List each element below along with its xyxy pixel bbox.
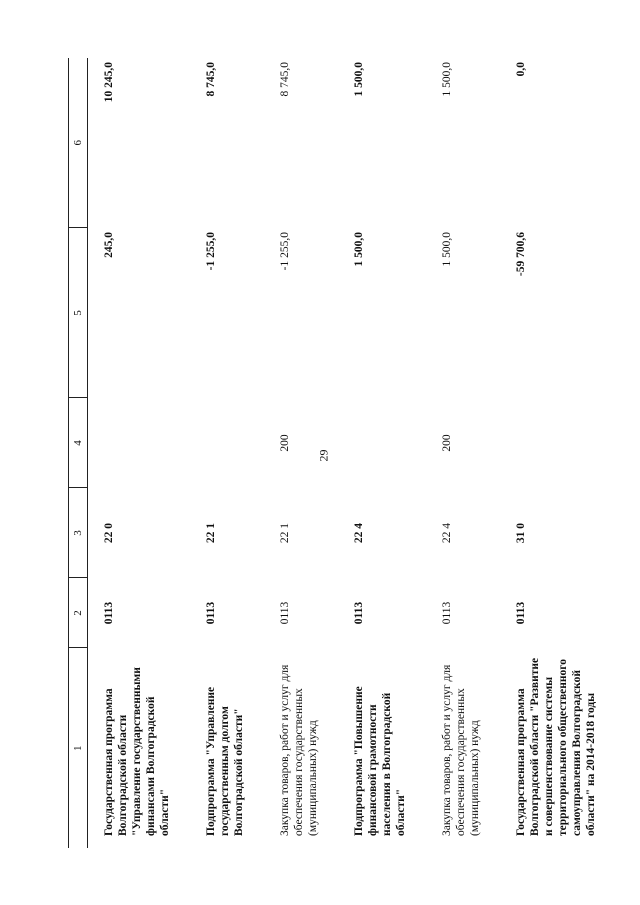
row-expense-type (338, 398, 426, 488)
table-row (338, 58, 426, 848)
row-program-code: 22 4 (353, 522, 365, 544)
row-total-amount: 1 500,0 (441, 62, 453, 97)
row-description: Подпрограмма "Управление государственным долгом Волгоградской области" (205, 686, 245, 836)
header-col-6: 6 (69, 58, 88, 228)
row-expense-type (88, 398, 191, 488)
row-total-amount: 1 500,0 (353, 62, 365, 97)
row-total-amount: 0,0 (515, 62, 527, 77)
row-program-code: 31 0 (515, 522, 527, 544)
header-col-2: 2 (69, 578, 88, 648)
table-row (264, 58, 338, 848)
row-description: Подпрограмма "Повышение финансовой грамотности населения в Волгоградской области" (353, 686, 407, 836)
row-total-amount: 10 245,0 (103, 62, 115, 103)
rotated-page (0, 55, 597, 905)
table-body (88, 58, 617, 848)
row-description: Закупка товаров, работ и услуг для обеспечения государственных (муниципальных) нужд (441, 664, 481, 836)
row-program-code: 22 1 (279, 522, 291, 544)
row-program-code: 22 4 (441, 522, 453, 544)
row-expense-type: 200 (441, 434, 453, 452)
row-section-code: 0113 (279, 601, 291, 625)
page-number: 29 (316, 449, 331, 462)
row-change-amount: 245,0 (103, 232, 115, 258)
row-expense-type (500, 398, 616, 488)
table-row (426, 58, 500, 848)
table-header-row (69, 58, 88, 848)
header-col-3: 3 (69, 488, 88, 578)
row-program-code: 22 1 (205, 522, 217, 544)
row-section-code: 0113 (515, 601, 527, 625)
header-col-5: 5 (69, 228, 88, 398)
row-total-amount: 8 745,0 (205, 62, 217, 97)
header-col-1: 1 (69, 648, 88, 848)
header-col-4: 4 (69, 398, 88, 488)
table-row (190, 58, 264, 848)
row-section-code: 0113 (441, 601, 453, 625)
row-expense-type (190, 398, 264, 488)
row-change-amount: -1 255,0 (205, 232, 217, 271)
row-change-amount: -1 255,0 (279, 232, 291, 271)
row-change-amount: -59 700,6 (515, 232, 527, 277)
table-row (88, 58, 191, 848)
row-description: Государственная программа Волгоградской области "Управление государственными финансами Волгоградской области" (103, 667, 171, 836)
budget-table (68, 58, 616, 848)
table-row (500, 58, 616, 848)
row-description: Закупка товаров, работ и услуг для обеспечения государственных (муниципальных) нужд (279, 664, 319, 836)
row-change-amount: 1 500,0 (353, 232, 365, 267)
row-change-amount: 1 500,0 (441, 232, 453, 267)
row-program-code: 22 0 (103, 522, 115, 544)
row-expense-type: 200 (279, 434, 291, 452)
row-section-code: 0113 (353, 601, 365, 625)
row-section-code: 0113 (205, 601, 217, 625)
row-total-amount: 8 745,0 (279, 62, 291, 97)
row-description: Государственная программа Волгоградской области "Развитие и совершенствование системы территориального общественного самоуправления Волгоградской области" на 2014-2018 годы (515, 657, 597, 836)
row-section-code: 0113 (103, 601, 115, 625)
